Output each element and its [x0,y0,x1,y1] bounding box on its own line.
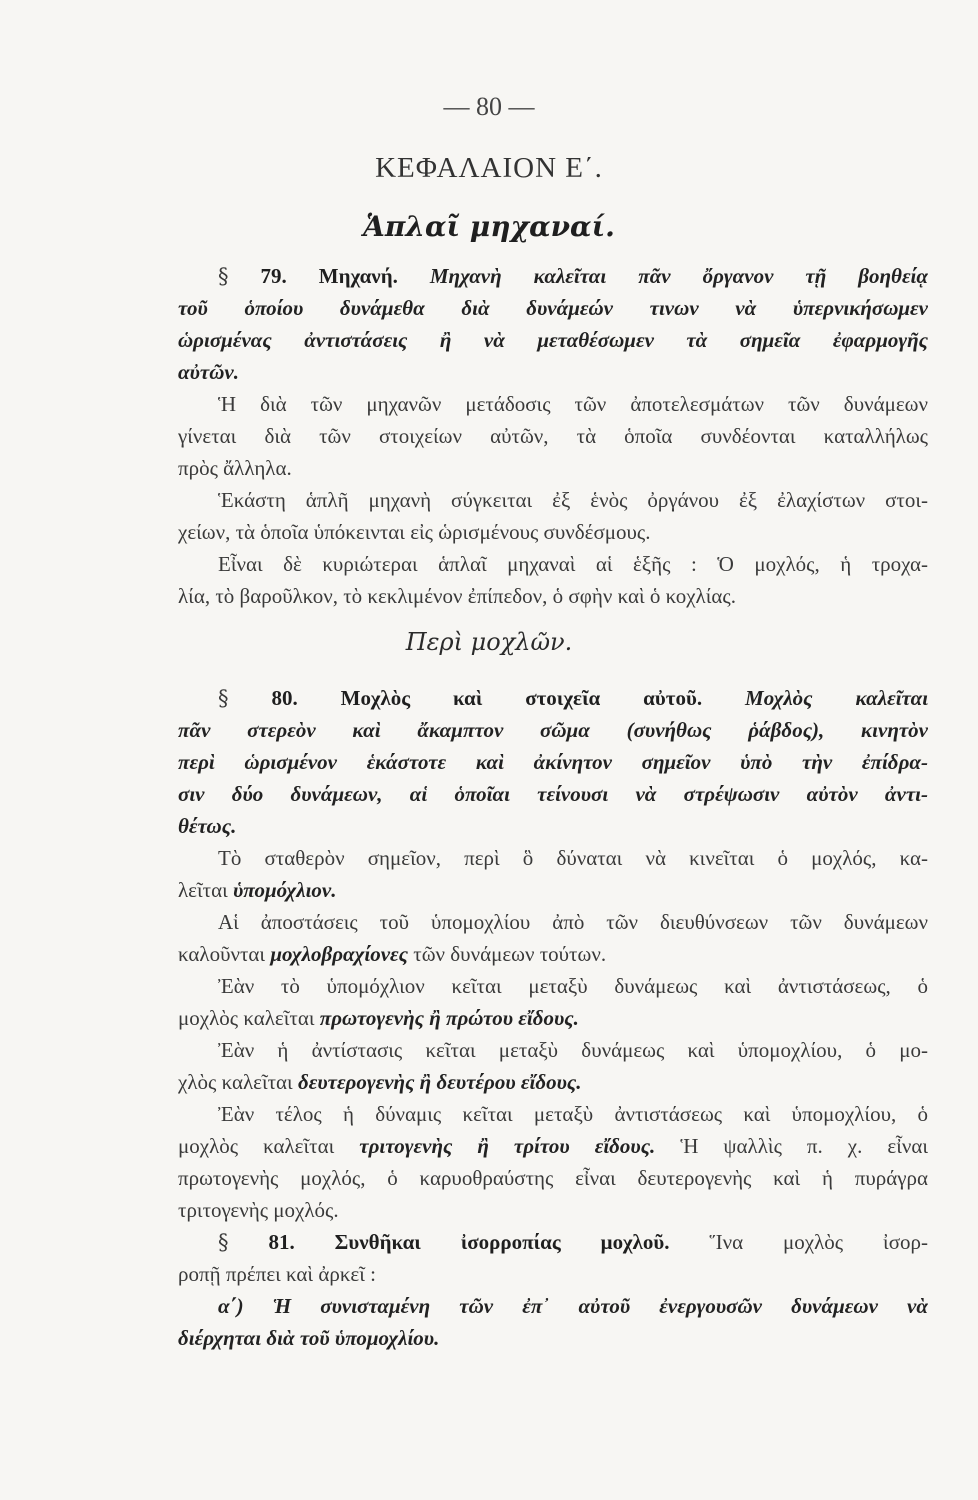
paragraph-line: Εἶναι δὲ κυριώτεραι ἁπλαῖ μηχαναὶ αἱ ἑξῆς : Ὁ μοχλός, ἡ τροχα- [218,552,928,576]
paragraph-line [178,1134,928,1159]
paragraph-line: χείων, τὰ ὁποῖα ὑπόκεινται εἰς ὡρισμένους συνδέσμους. [178,520,651,544]
definition-line: αὐτῶν. [178,360,239,384]
paragraph-line: Ἑκάστη ἁπλῆ μηχανὴ σύγκειται ἐξ ἑνὸς ὀργάνου ἐξ ἐλαχίστων στοι- [218,488,928,512]
paragraph-line: τριτογενὴς μοχλός. [178,1198,339,1222]
section-heading: Μοχλὸς καὶ στοιχεῖα αὐτοῦ. [340,686,703,710]
paragraph-line: Ἐὰν τὸ ὑπομόχλιον κεῖται μεταξὺ δυνάμεως καὶ ἀντιστάσεως, ὁ [218,974,928,998]
definition-line: θέτως. [178,814,237,838]
section-79-heading-line [218,264,928,289]
section-81-heading-line [218,1230,928,1255]
text-run: Ἵνα μοχλὸς ἰσορ- [709,1230,928,1254]
term-lever-arms: μοχλοβραχίονες [270,942,409,966]
term-fulcrum: ὑπομόχλιον. [233,878,337,902]
subheading: Περὶ μοχλῶν. [405,628,573,656]
term-first-class: πρωτογενὴς ἢ πρώτου εἴδους. [319,1006,579,1030]
section-heading: Μηχανή. [318,264,398,288]
definition-text: Μηχανὴ καλεῖται πᾶν ὄργανον τῇ βοηθείᾳ [429,264,928,288]
paragraph-line [178,1006,928,1031]
definition-line: ὡρισμένας ἀντιστάσεις ἢ νὰ μεταθέσωμεν τὰ σημεῖα ἐφαρμογῆς [178,328,928,352]
section-heading: Συνθῆκαι ἰσορροπίας μοχλοῦ. [334,1230,670,1254]
section-number: 79. [260,264,287,288]
paragraph-line: Ἐὰν τέλος ἡ δύναμις κεῖται μεταξὺ ἀντιστάσεως καὶ ὑπομοχλίου, ὁ [218,1102,928,1126]
paragraph-line: Αἱ ἀποστάσεις τοῦ ὑπομοχλίου ἀπὸ τῶν διευθύνσεων τῶν δυνάμεων [218,910,928,934]
text-run: λεῖται [178,878,228,902]
page-number: — 80 — [443,92,535,121]
text-run: μοχλὸς καλεῖται [178,1134,335,1158]
text-run: τῶν δυνάμεων τούτων. [413,942,607,966]
paragraph-line: γίνεται διὰ τῶν στοιχείων αὐτῶν, τὰ ὁποῖα συνδέονται καταλλήλως [178,424,928,448]
definition-line: περὶ ὡρισμένον ἑκάστοτε καὶ ἀκίνητον σημεῖον ὑπὸ τὴν ἐπίδρα- [178,750,928,774]
paragraph-line: Ἡ διὰ τῶν μηχανῶν μετάδοσις τῶν ἀποτελεσμάτων τῶν δυνάμεων [218,392,928,416]
term-third-class: τριτογενὴς ἢ τρίτου εἴδους. [359,1134,656,1158]
section-number: 81. [268,1230,295,1254]
chapter-heading: ΚΕΦΑΛΑΙΟΝ Ε΄. [375,152,603,184]
paragraph-line [178,942,928,967]
definition-line: τοῦ ὁποίου δυνάμεθα διὰ δυνάμεών τινων νὰ ὑπερνικήσωμεν [178,296,928,320]
condition-line: α΄) Ἡ συνισταμένη τῶν ἐπ᾿ αὐτοῦ ἐνεργουσῶν δυνάμεων νὰ [218,1294,928,1318]
section-80-heading-line [218,686,928,711]
term-second-class: δευτερογενὴς ἢ δευτέρου εἴδους. [297,1070,582,1094]
text-run: μοχλὸς καλεῖται [178,1006,315,1030]
paragraph-line: Τὸ σταθερὸν σημεῖον, περὶ ὃ δύναται νὰ κινεῖται ὁ μοχλός, κα- [218,846,928,870]
paragraph-line: πρὸς ἄλληλα. [178,456,292,480]
text-run: καλοῦνται [178,942,266,966]
paragraph-line: Ἐὰν ἡ ἀντίστασις κεῖται μεταξὺ δυνάμεως καὶ ὑπομοχλίου, ὁ μο- [218,1038,928,1062]
condition-line: διέρχηται διὰ τοῦ ὑπομοχλίου. [178,1326,440,1350]
text-run: Ἡ ψαλλὶς π. χ. εἶναι [680,1134,928,1158]
paragraph-line [178,1070,928,1095]
text-run: χλὸς καλεῖται [178,1070,293,1094]
definition-line: πᾶν στερεὸν καὶ ἄκαμπτον σῶμα (συνήθως ῥάβδος), κινητὸν [178,718,928,742]
paragraph-line: ροπῇ πρέπει καὶ ἀρκεῖ : [178,1262,376,1286]
chapter-title: Ἁπλαῖ μηχαναί. [363,210,615,243]
definition-line: σιν δύο δυνάμεων, αἱ ὁποῖαι τείνουσι νὰ στρέψωσιν αὐτὸν ἀντι- [178,782,928,806]
paragraph-line: λία, τὸ βαροῦλκον, τὸ κεκλιμένον ἐπίπεδον, ὁ σφὴν καὶ ὁ κοχλίας. [178,584,736,608]
section-mark: § [218,264,229,288]
section-mark: § [218,1230,229,1254]
paragraph-line [178,878,928,903]
section-number: 80. [271,686,298,710]
paragraph-line: πρωτογενὴς μοχλός, ὁ καρυοθραύστης εἶναι δευτερογενὴς καὶ ἡ πυράγρα [178,1166,928,1190]
section-mark: § [218,686,229,710]
definition-text: Μοχλὸς καλεῖται [745,686,928,710]
